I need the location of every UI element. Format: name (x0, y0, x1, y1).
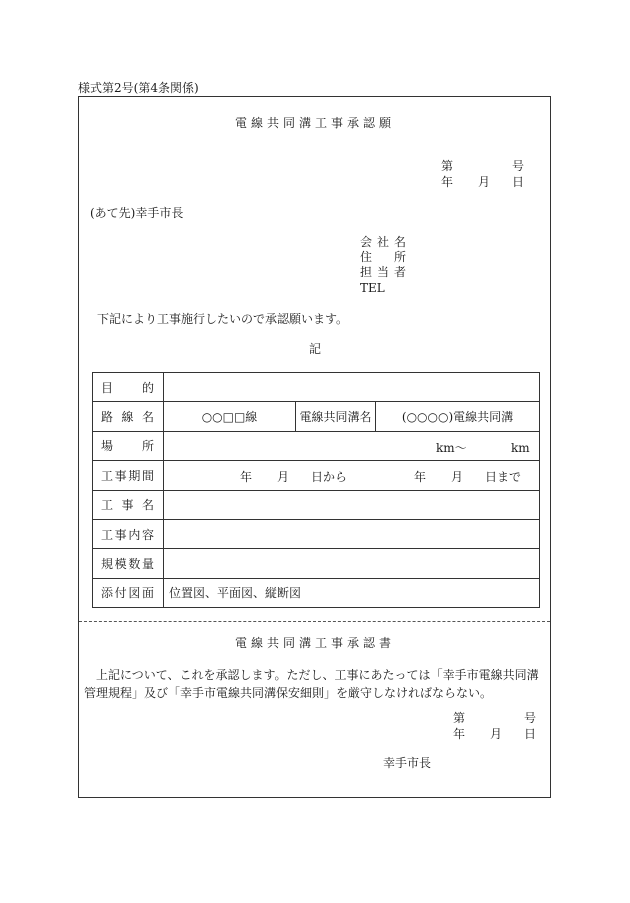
route-label: 路線名 (93, 402, 164, 431)
application-date-month: 月 (478, 175, 491, 189)
application-title: 電線共同溝工事承認願 (234, 116, 395, 130)
approval-number-prefix: 第 (453, 711, 466, 725)
applicant-address-label: 住所 (360, 250, 406, 264)
purpose-value (164, 373, 540, 402)
section-divider (79, 621, 550, 622)
period-value (164, 461, 540, 490)
application-number-prefix: 第 (441, 159, 454, 173)
ki-label: 記 (309, 342, 322, 356)
period-from-day: 日から (311, 470, 348, 485)
table-row (93, 373, 540, 402)
table-row (93, 549, 540, 578)
approval-date-month: 月 (490, 727, 503, 741)
approval-date-day: 日 (524, 727, 537, 741)
form-number-label: 様式第2号(第4条関係) (78, 81, 199, 95)
table-row (93, 519, 540, 548)
location-label: 場所 (93, 431, 164, 460)
period-to-day: 日まで (485, 470, 522, 485)
period-to-year: 年 (414, 470, 427, 485)
work-name-label: 工事名 (93, 490, 164, 519)
application-number-suffix: 号 (512, 159, 525, 173)
table-row (93, 578, 540, 607)
approval-title: 電線共同溝工事承認書 (234, 636, 395, 650)
attachments-value: 位置図、平面図、縦断図 (164, 578, 540, 607)
table-row (93, 431, 540, 460)
attachments-label: 添付図面 (93, 578, 164, 607)
applicant-company-label: 会社名 (360, 235, 406, 249)
period-from-month: 月 (277, 470, 290, 485)
applicant-contact-label: 担当者 (360, 265, 406, 279)
purpose-label: 目的 (93, 373, 164, 402)
table-row (93, 402, 540, 431)
approval-number-suffix: 号 (524, 711, 537, 725)
period-from-year: 年 (240, 470, 253, 485)
table-row (93, 490, 540, 519)
duct-label: 電線共同溝名 (296, 402, 376, 431)
addressee: (あて先)幸手市長 (90, 206, 184, 220)
application-details-table (92, 372, 540, 608)
request-text: 下記により工事施行したいので承認願います。 (97, 312, 349, 326)
application-date-day: 日 (512, 175, 525, 189)
route-value: ○○□□線 (164, 402, 296, 431)
period-label: 工事期間 (93, 461, 164, 490)
application-date-year: 年 (441, 175, 454, 189)
location-value (164, 431, 540, 460)
work-content-label: 工事内容 (93, 519, 164, 548)
applicant-tel-label: TEL (360, 281, 385, 295)
period-to-month: 月 (451, 470, 464, 485)
approval-signer: 幸手市長 (383, 756, 432, 770)
location-km-to: km (511, 440, 530, 455)
scale-value (164, 549, 540, 578)
work-content-value (164, 519, 540, 548)
approval-date-year: 年 (453, 727, 466, 741)
location-km-from: km〜 (436, 440, 467, 455)
work-name-value (164, 490, 540, 519)
table-row (93, 461, 540, 490)
scale-label: 規模数量 (93, 549, 164, 578)
duct-value: (○○○○)電線共同溝 (376, 402, 540, 431)
approval-text: 上記について、これを承認します。ただし、工事にあたっては「幸手市電線共同溝管理規程」及び「幸手市電線共同溝保安細則」を厳守しなければならない。 (84, 668, 539, 700)
